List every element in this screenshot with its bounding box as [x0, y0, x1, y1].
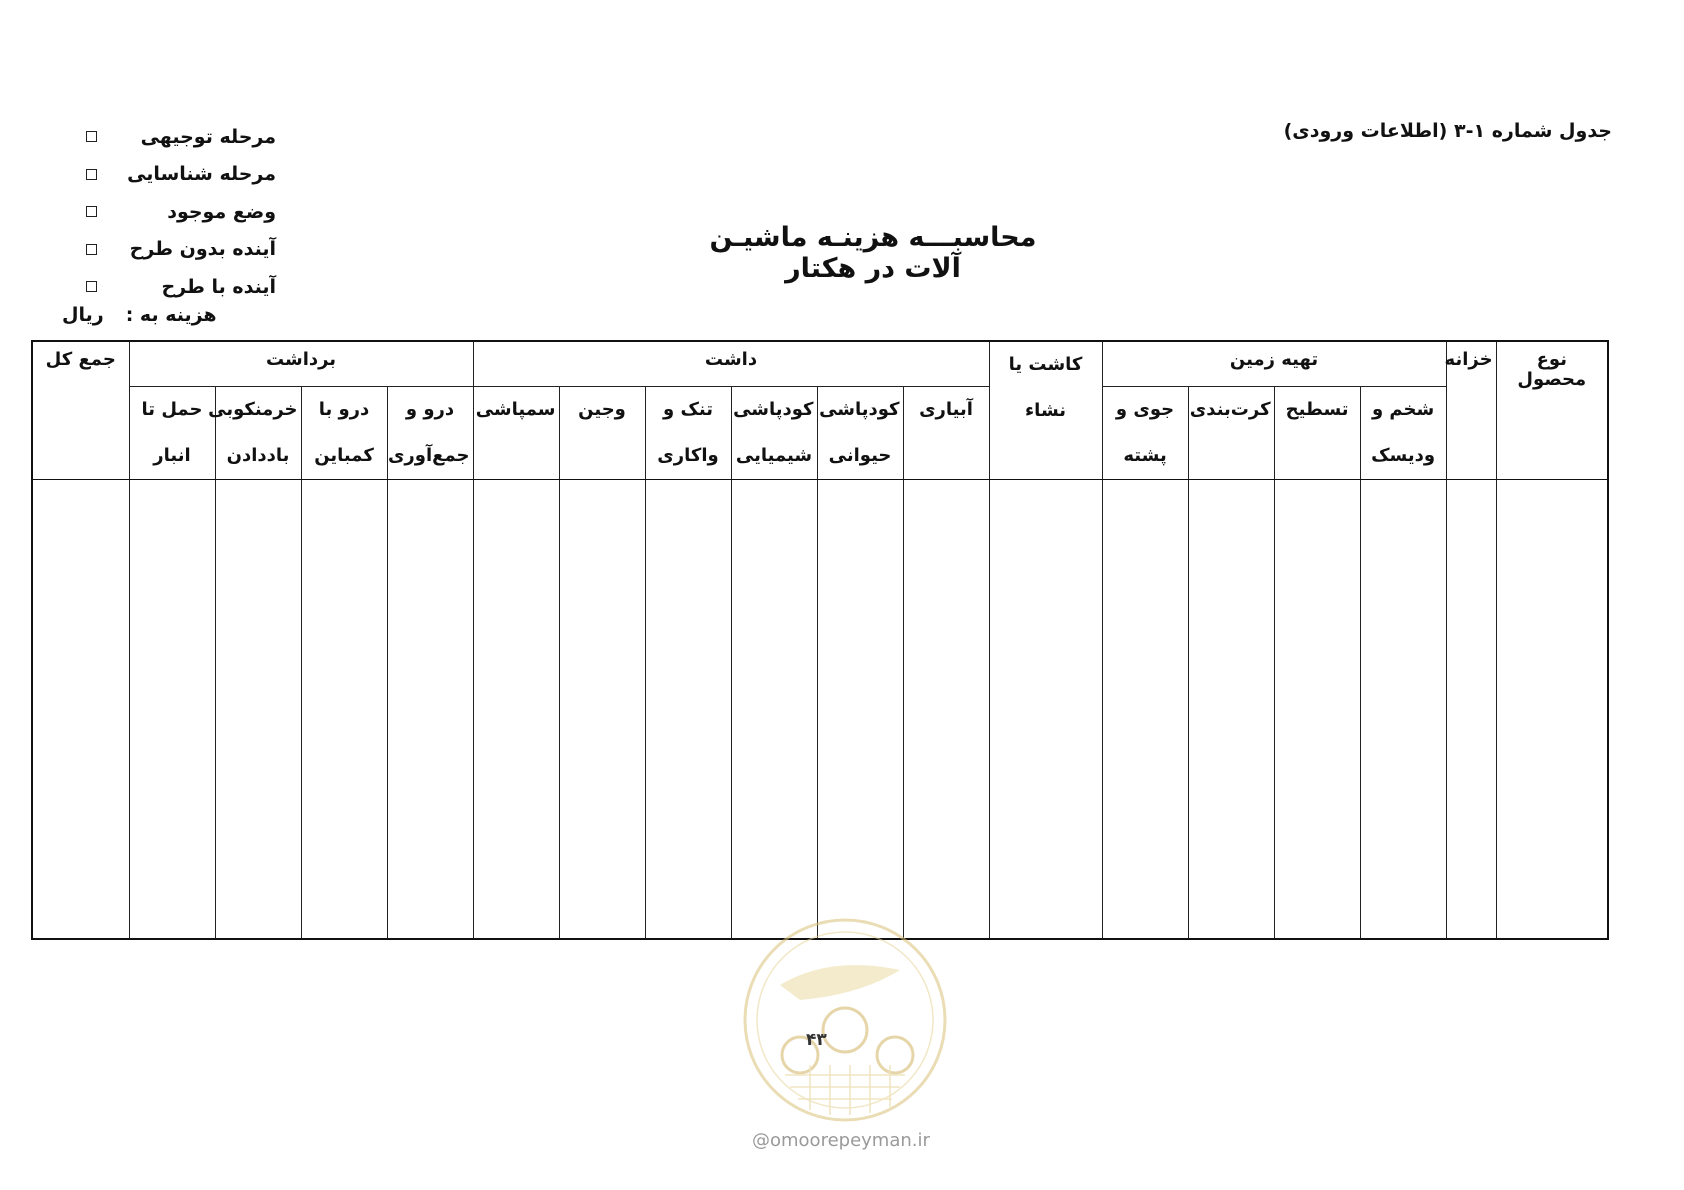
stage-row[interactable] — [86, 231, 276, 269]
machinery-cost-table — [31, 340, 1609, 940]
checkbox-icon[interactable] — [86, 169, 97, 180]
checkbox-icon[interactable] — [86, 206, 97, 217]
subheader-reaping: درو و جمع‌آوری — [387, 387, 473, 480]
checkbox-icon[interactable] — [86, 281, 97, 292]
stage-label: مرحله شناسایی — [127, 163, 276, 186]
checkbox-icon[interactable] — [86, 131, 97, 142]
subheader-transport: حمل تا انبار — [129, 387, 215, 480]
site-url: @omoorepeyman.ir — [752, 1130, 930, 1151]
checkbox-icon[interactable] — [86, 244, 97, 255]
cost-unit-value: ریال — [62, 304, 104, 326]
cell[interactable] — [1274, 480, 1360, 940]
subheader-furrowing: جوی و پشته — [1102, 387, 1188, 480]
stage-label: وضع موجود — [167, 200, 276, 223]
omoore-peyman-seal-icon — [740, 915, 950, 1125]
cell[interactable] — [1446, 480, 1496, 940]
subheader-irrigation: آبیاری — [903, 387, 989, 480]
header-crop-type: نوع محصول — [1496, 341, 1608, 480]
subheader-bordering: کرت‌بندی — [1188, 387, 1274, 480]
stage-row[interactable] — [86, 268, 276, 306]
subheader-thinning: تنک و واکاری — [645, 387, 731, 480]
cell[interactable] — [32, 480, 129, 940]
subheader-weeding: وجین — [559, 387, 645, 480]
subheader-spraying: سمپاشی — [473, 387, 559, 480]
cell[interactable] — [473, 480, 559, 940]
header-land-prep: تهیه زمین — [1102, 341, 1446, 387]
header-planting-line2: نشاء — [1024, 400, 1067, 421]
header-planting — [989, 341, 1102, 480]
cell[interactable] — [1102, 480, 1188, 940]
subheader-threshing: خرمنکوبی باددادن — [215, 387, 301, 480]
header-harvest: برداشت — [129, 341, 473, 387]
stage-row[interactable] — [86, 156, 276, 194]
cost-unit-label: هزینه به : — [125, 304, 217, 326]
header-cultivation: داشت — [473, 341, 989, 387]
header-nursery: خزانه — [1446, 341, 1496, 480]
subheader-manure: کودپاشی حیوانی — [817, 387, 903, 480]
cell[interactable] — [731, 480, 817, 940]
header-planting-line1: کاشت یا — [1008, 354, 1083, 375]
table-row — [32, 480, 1608, 940]
stage-label: مرحله توجیهی — [140, 125, 276, 148]
stage-checklist — [86, 118, 276, 306]
cell[interactable] — [559, 480, 645, 940]
cell[interactable] — [645, 480, 731, 940]
subheader-plowing: شخم و ودیسک — [1360, 387, 1446, 480]
cell[interactable] — [387, 480, 473, 940]
subheader-combine: درو با کمباین — [301, 387, 387, 480]
cell[interactable] — [1496, 480, 1608, 940]
cell[interactable] — [1360, 480, 1446, 940]
stage-label: آینده با طرح — [161, 275, 276, 298]
cell[interactable] — [903, 480, 989, 940]
cell[interactable] — [817, 480, 903, 940]
table-number-caption: جدول شماره ۱-۳ (اطلاعات ورودی) — [1283, 120, 1612, 142]
stage-row[interactable] — [86, 193, 276, 231]
page-number: ۴۳ — [806, 1030, 827, 1050]
cell[interactable] — [129, 480, 215, 940]
cell[interactable] — [1188, 480, 1274, 940]
at-icon: @ — [752, 1130, 770, 1151]
header-total: جمع کل — [32, 341, 129, 480]
subheader-leveling: تسطیح — [1274, 387, 1360, 480]
cell[interactable] — [301, 480, 387, 940]
subheader-chemical-fertilizer: کودپاشی شیمیایی — [731, 387, 817, 480]
stage-row[interactable] — [86, 118, 276, 156]
cost-unit — [62, 304, 217, 326]
page-title: محاسبـــه هزینـه ماشیـن آلات در هکتار — [709, 222, 1037, 284]
stage-label: آینده بدون طرح — [129, 238, 276, 261]
cell[interactable] — [989, 480, 1102, 940]
cell[interactable] — [215, 480, 301, 940]
